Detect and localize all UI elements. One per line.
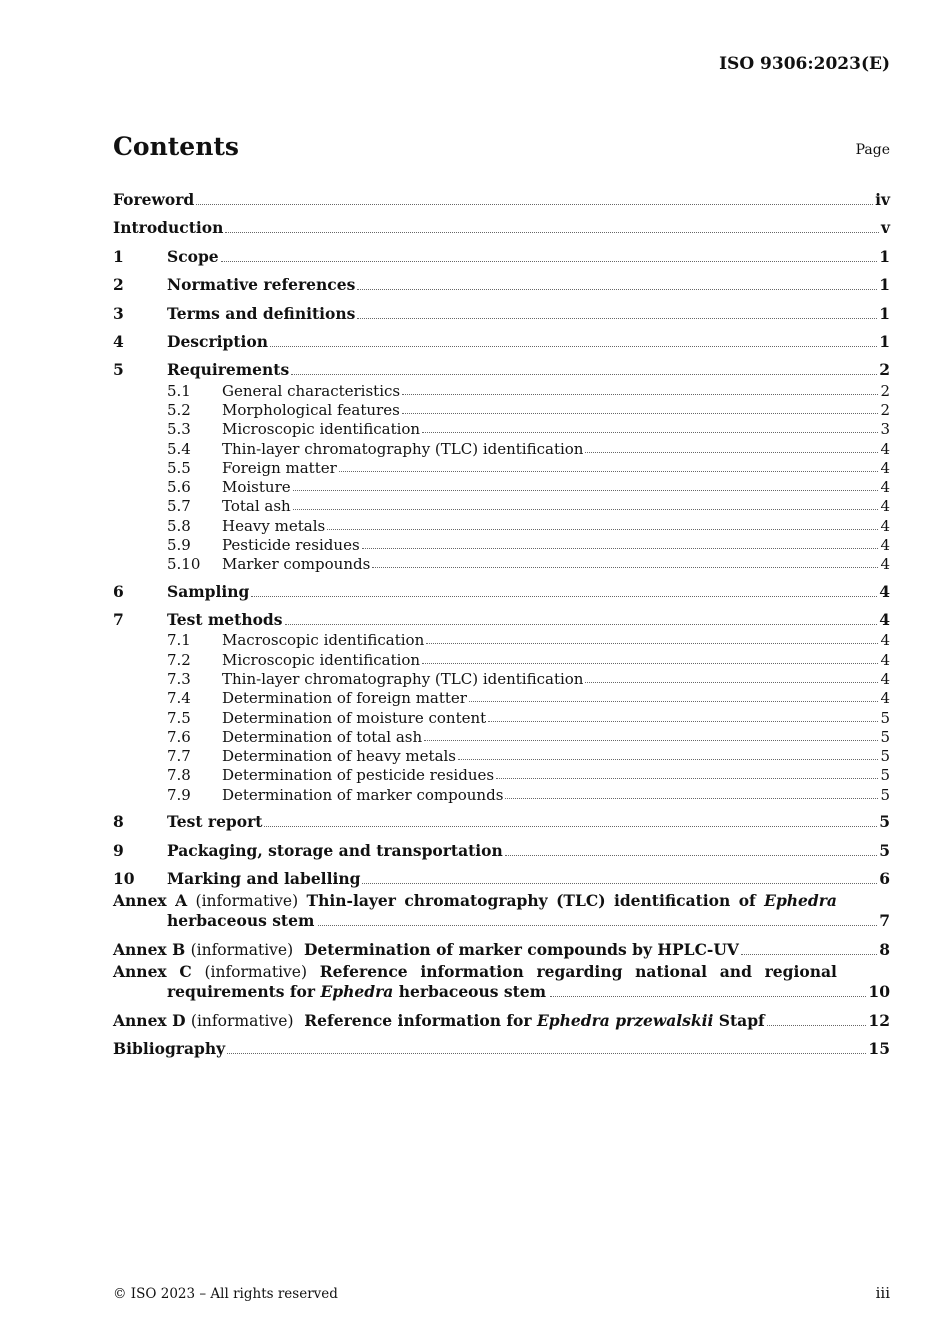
- toc-title: Foreign matter: [222, 458, 337, 477]
- toc-page: 5: [880, 727, 890, 746]
- toc-title: Marking and labelling: [167, 868, 361, 888]
- dot-leader: [585, 452, 878, 453]
- toc-subentry[interactable]: [113, 419, 890, 438]
- toc-page: 4: [880, 458, 890, 477]
- toc-page: 4: [879, 581, 890, 601]
- toc-title: Scope: [167, 246, 219, 266]
- toc-title: Determination of marker compounds: [222, 785, 504, 804]
- dot-leader: [767, 1025, 867, 1026]
- toc-title: Test report: [167, 812, 263, 832]
- annex-label: Annex D: [113, 1010, 186, 1030]
- dot-leader: [264, 826, 877, 827]
- annex-title-italic: Ephedra przewalskii: [536, 1010, 714, 1030]
- toc-number: 2: [113, 275, 124, 295]
- toc-subentry[interactable]: [113, 630, 890, 649]
- annex-word: Annex: [113, 891, 167, 911]
- toc-page: 8: [879, 939, 890, 959]
- toc-title: Determination of foreign matter: [222, 689, 467, 708]
- toc-page: 5: [880, 747, 890, 766]
- annex-letter: C: [179, 962, 192, 982]
- dot-leader: [488, 721, 878, 722]
- dot-leader: [362, 883, 877, 884]
- toc-subentry[interactable]: [113, 784, 890, 803]
- toc-title: Morphological features: [222, 400, 400, 419]
- toc-subentry[interactable]: [113, 400, 890, 419]
- dot-leader: [293, 490, 879, 491]
- toc-number: 6: [113, 581, 124, 601]
- dot-leader: [196, 204, 873, 205]
- toc-number: 7.5: [167, 708, 191, 727]
- toc-page: 5: [879, 840, 890, 860]
- toc-subentry[interactable]: [113, 515, 890, 534]
- page-column-label: Page: [855, 142, 890, 158]
- toc-title: Determination of heavy metals: [222, 747, 457, 766]
- toc-title: Bibliography: [113, 1038, 226, 1058]
- annex-title-word: information: [420, 962, 524, 982]
- toc-entry-introduction[interactable]: [113, 212, 890, 238]
- dot-leader: [285, 624, 878, 625]
- annex-title-continued: herbaceous stem: [398, 982, 547, 1002]
- toc-title: Microscopic identification: [222, 420, 421, 439]
- toc-number: 7.6: [167, 727, 191, 746]
- dot-leader: [251, 596, 877, 597]
- toc-title: Foreword: [113, 190, 195, 209]
- toc-page: 4: [880, 631, 890, 650]
- toc-subentry[interactable]: [113, 380, 890, 399]
- toc-title: Thin-layer chromatography (TLC) identification: [222, 439, 584, 458]
- toc-page: 2: [879, 360, 890, 380]
- toc-title: Description: [167, 331, 269, 351]
- annex-title-word: Thin-layer: [306, 891, 396, 911]
- toc-page: 4: [880, 669, 890, 688]
- toc-title: [113, 940, 739, 960]
- toc-title: General characteristics: [222, 381, 401, 400]
- dot-leader: [372, 567, 878, 568]
- dot-leader: [339, 471, 879, 472]
- dot-leader: [741, 954, 877, 955]
- annex-title-word: and: [719, 962, 752, 982]
- annex-label: Annex B: [113, 939, 186, 959]
- annex-title-continued: requirements for: [167, 982, 316, 1002]
- toc-entry-annex-d[interactable]: [113, 1005, 890, 1031]
- toc-subentry[interactable]: [113, 765, 890, 784]
- toc-number: 1: [113, 246, 124, 266]
- toc-number: 5.6: [167, 478, 191, 497]
- toc-title: Terms and definitions: [167, 303, 356, 323]
- annex-title-italic: Ephedra: [320, 982, 394, 1002]
- toc-page: 1: [879, 331, 890, 351]
- dot-leader: [293, 509, 879, 510]
- toc-page: 1: [879, 303, 890, 323]
- toc-number: 5.9: [167, 536, 191, 555]
- toc-title: Macroscopic identification: [222, 631, 425, 650]
- toc-subentry[interactable]: [113, 458, 890, 477]
- toc-page: 6: [879, 868, 890, 888]
- toc-title: Total ash: [222, 497, 291, 516]
- toc-entry-requirements[interactable]: [113, 354, 890, 380]
- toc-page: 12: [868, 1010, 890, 1030]
- toc-page: 5: [880, 766, 890, 785]
- toc-page: iv: [875, 190, 890, 209]
- toc-page: 15: [868, 1038, 890, 1058]
- toc-page: 2: [880, 400, 890, 419]
- dot-leader: [221, 261, 878, 262]
- toc-title: Introduction: [113, 218, 224, 238]
- toc-entry-scope[interactable]: [113, 241, 890, 267]
- annex-title-word: (TLC): [556, 891, 606, 911]
- toc-page: 4: [880, 439, 890, 458]
- toc-page: 2: [880, 381, 890, 400]
- toc-number: 7.1: [167, 631, 191, 650]
- table-of-contents: [113, 184, 890, 1059]
- dot-leader: [496, 778, 878, 779]
- annex-title: Reference information for: [304, 1010, 532, 1030]
- annex-title-word: identification: [613, 891, 731, 911]
- toc-entry-marking-and-labelling[interactable]: [113, 863, 890, 889]
- annex-word: Annex: [113, 962, 167, 982]
- toc-number: 5.7: [167, 497, 191, 516]
- toc-subentry[interactable]: [113, 746, 890, 765]
- toc-page: 4: [880, 536, 890, 555]
- annex-informative: (informative): [195, 892, 299, 911]
- toc-page: 3: [880, 420, 890, 439]
- annex-title-word: regarding: [536, 962, 623, 982]
- toc-title: Thin-layer chromatography (TLC) identification: [222, 669, 584, 688]
- annex-title: Determination of marker compounds by HPLC-UV: [303, 939, 739, 959]
- toc-page: 4: [879, 610, 890, 630]
- toc-entry-normative-references[interactable]: [113, 269, 890, 295]
- toc-page: 7: [879, 911, 890, 931]
- toc-title: [113, 1011, 765, 1031]
- toc-number: 7.4: [167, 689, 191, 708]
- annex-letter: A: [175, 891, 188, 911]
- toc-page: 5: [879, 812, 890, 832]
- dot-leader: [422, 432, 878, 433]
- dot-leader: [225, 232, 879, 233]
- toc-title: Requirements: [167, 360, 290, 380]
- dot-leader: [227, 1053, 866, 1054]
- toc-title: Determination of moisture content: [222, 708, 487, 727]
- dot-leader: [505, 855, 877, 856]
- toc-entry-packaging[interactable]: [113, 835, 890, 861]
- toc-entry-annex-b[interactable]: [113, 934, 890, 960]
- toc-title: Moisture: [222, 478, 291, 497]
- toc-subentry[interactable]: [113, 707, 890, 726]
- contents-title: Contents: [113, 132, 240, 161]
- dot-leader: [362, 548, 879, 549]
- toc-page: 4: [880, 497, 890, 516]
- dot-leader: [357, 289, 877, 290]
- dot-leader: [550, 996, 866, 997]
- toc-number: 8: [113, 812, 124, 832]
- annex-title-word: national: [635, 962, 708, 982]
- toc-title: Determination of pesticide residues: [222, 766, 495, 785]
- toc-number: 5.2: [167, 400, 191, 419]
- toc-entry-description[interactable]: [113, 326, 890, 352]
- dot-leader: [318, 925, 877, 926]
- annex-informative: (informative): [204, 963, 308, 982]
- dot-leader: [424, 740, 878, 741]
- toc-title: Sampling: [167, 581, 250, 601]
- toc-number: 5.8: [167, 516, 191, 535]
- dot-leader: [505, 798, 878, 799]
- toc-number: 5.3: [167, 420, 191, 439]
- toc-entry-foreword[interactable]: [113, 184, 890, 210]
- dot-leader: [291, 374, 877, 375]
- toc-entry-sampling[interactable]: [113, 576, 890, 602]
- annex-informative: (informative): [190, 1011, 294, 1030]
- toc-page: 4: [880, 689, 890, 708]
- dot-leader: [469, 701, 878, 702]
- toc-number: 5.10: [167, 555, 201, 574]
- toc-subentry[interactable]: [113, 727, 890, 746]
- toc-title: Marker compounds: [222, 555, 371, 574]
- annex-title-word: Reference: [319, 962, 408, 982]
- dot-leader: [270, 346, 877, 347]
- toc-entry-bibliography[interactable]: [113, 1033, 890, 1059]
- toc-page: 4: [880, 650, 890, 669]
- toc-number: 7.7: [167, 747, 191, 766]
- dot-leader: [458, 759, 878, 760]
- dot-leader: [426, 643, 878, 644]
- copyright-notice: © ISO 2023 – All rights reserved: [113, 1286, 338, 1302]
- toc-number: 9: [113, 840, 124, 860]
- toc-number: 7: [113, 610, 124, 630]
- annex-title-word: Ephedra: [764, 891, 837, 911]
- toc-page: 1: [879, 246, 890, 266]
- toc-page: 10: [868, 982, 890, 1002]
- toc-page: 4: [880, 478, 890, 497]
- annex-title-word: chromatography: [404, 891, 548, 911]
- toc-number: 7.9: [167, 785, 191, 804]
- toc-number: 7.2: [167, 650, 191, 669]
- toc-page: 5: [880, 785, 890, 804]
- dot-leader: [327, 529, 878, 530]
- toc-entry-test-methods[interactable]: [113, 604, 890, 630]
- toc-subentry[interactable]: [113, 554, 890, 573]
- annex-title: Stapf: [718, 1010, 765, 1030]
- toc-title: Pesticide residues: [222, 536, 360, 555]
- annex-title-word: regional: [764, 962, 837, 982]
- toc-number: 4: [113, 331, 124, 351]
- toc-subentry[interactable]: [113, 688, 890, 707]
- toc-number: 3: [113, 303, 124, 323]
- toc-page: 5: [880, 708, 890, 727]
- toc-subentry[interactable]: [113, 669, 890, 688]
- toc-subentry[interactable]: [113, 649, 890, 668]
- toc-subentry[interactable]: [113, 477, 890, 496]
- toc-title: Normative references: [167, 275, 356, 295]
- toc-number: 5.4: [167, 439, 191, 458]
- toc-page: 1: [879, 275, 890, 295]
- dot-leader: [402, 413, 879, 414]
- document-id: ISO 9306:2023(E): [719, 54, 890, 74]
- toc-page: v: [880, 218, 890, 238]
- annex-informative: (informative): [190, 940, 294, 959]
- toc-entry-test-report[interactable]: [113, 806, 890, 832]
- toc-title: Heavy metals: [222, 516, 326, 535]
- toc-subentry[interactable]: [113, 438, 890, 457]
- annex-title-continued: herbaceous stem: [167, 911, 315, 931]
- toc-page: 4: [880, 516, 890, 535]
- toc-entry-terms-and-definitions[interactable]: [113, 298, 890, 324]
- toc-number: 5.5: [167, 458, 191, 477]
- toc-subentry[interactable]: [113, 535, 890, 554]
- toc-title: Microscopic identification: [222, 650, 421, 669]
- toc-title: Test methods: [167, 610, 283, 630]
- toc-number: 5.1: [167, 381, 191, 400]
- toc-title: Determination of total ash: [222, 727, 423, 746]
- annex-title-word: of: [738, 891, 756, 911]
- toc-entry-annex-a[interactable]: [113, 891, 890, 931]
- toc-number: 7.8: [167, 766, 191, 785]
- dot-leader: [422, 663, 878, 664]
- toc-number: 10: [113, 868, 135, 888]
- dot-leader: [585, 682, 878, 683]
- dot-leader: [402, 394, 878, 395]
- toc-subentry[interactable]: [113, 496, 890, 515]
- toc-number: 7.3: [167, 669, 191, 688]
- toc-number: 5: [113, 360, 124, 380]
- toc-entry-annex-c[interactable]: [113, 962, 890, 1002]
- dot-leader: [357, 318, 877, 319]
- page-number: iii: [875, 1284, 890, 1302]
- toc-page: 4: [880, 555, 890, 574]
- toc-title: Packaging, storage and transportation: [167, 840, 503, 860]
